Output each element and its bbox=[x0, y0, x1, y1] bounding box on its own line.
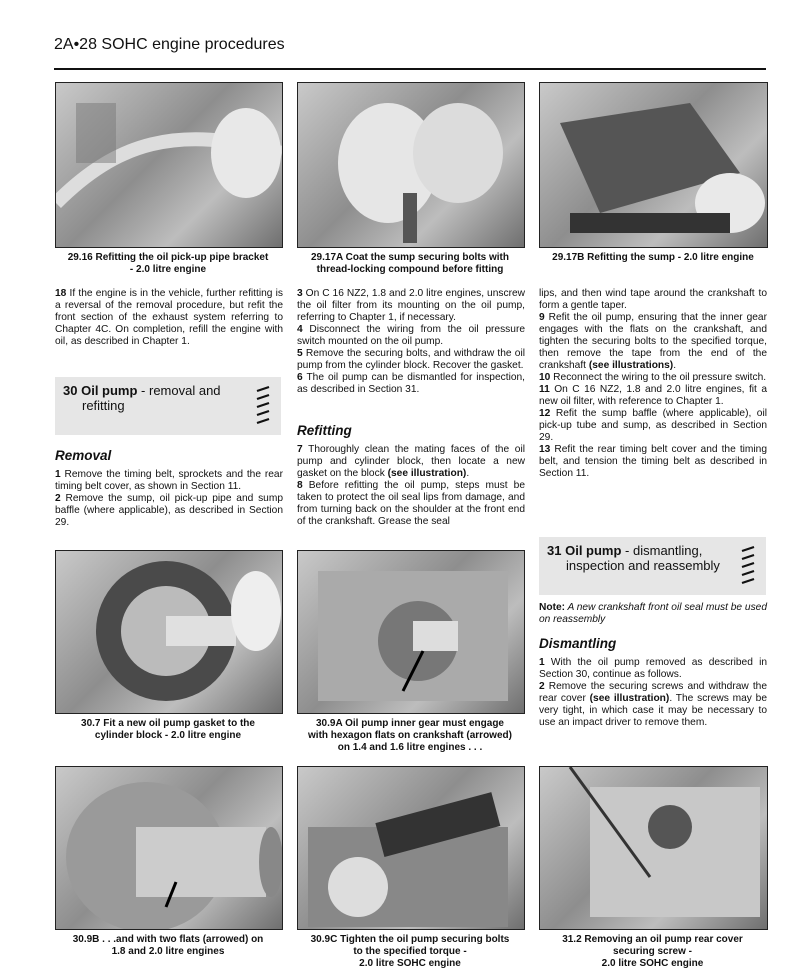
caption-31-2: 31.2 Removing an oil pump rear cover securing screw - 2.0 litre SOHC engine bbox=[562, 934, 743, 969]
section-31-heading: 31 Oil pump - dismantling, inspection and reassembly bbox=[539, 537, 766, 595]
photo-30-9b bbox=[55, 766, 283, 930]
photo-29-16 bbox=[55, 82, 283, 248]
photo-30-9a bbox=[297, 550, 525, 714]
wrench-rating-icon bbox=[253, 385, 273, 427]
note: Note: A new crankshaft front oil seal must be used on reassembly bbox=[539, 602, 767, 625]
col2-refitting-text: 7 Thoroughly clean the mating faces of the oil pump and cylinder block, then locate a new gasket on the block (see illustration). 8 Before refitting the oil pump, steps must be taken to protect the oil seal lips from damage, and from turning back on the shoulder at the front end of the crankshaft. Grease the seal bbox=[297, 444, 525, 527]
photo-30-9c bbox=[297, 766, 525, 930]
photo-29-17a bbox=[297, 82, 525, 248]
caption-29-17b: 29.17B Refitting the sump - 2.0 litre engine bbox=[552, 252, 754, 263]
col2-text: 3 On C 16 NZ2, 1.8 and 2.0 litre engines, unscrew the oil filter from its mounting on the oil pump, referring to Chapter 1, if necessary. 4 Disconnect the wiring from the oil pressure switch mounted on the oil pump. 5 Remove the securing bolts, and withdraw the oil pump from the cylinder block. Recover the gasket. 6 The oil pump can be dismantled for inspection, as described in Section 31. bbox=[297, 288, 525, 395]
page-header: 2A•28 SOHC engine procedures bbox=[54, 36, 285, 53]
caption-30-9b: 30.9B . . .and with two flats (arrowed) on 1.8 and 2.0 litre engines bbox=[72, 934, 264, 957]
refitting-heading: Refitting bbox=[297, 423, 352, 438]
caption-29-16: 29.16 Refitting the oil pick-up pipe bracket - 2.0 litre engine bbox=[67, 252, 269, 275]
col3-dismantling-text: 1 With the oil pump removed as described in Section 30, continue as follows. 2 Remove the securing screws and withdraw the rear cover (see illustration). The screws may be very tight, in which case it may be necessary to use an impact driver to remove them. bbox=[539, 657, 768, 728]
caption-30-7: 30.7 Fit a new oil pump gasket to the cylinder block - 2.0 litre engine bbox=[81, 718, 255, 741]
col1-removal-text: 1 Remove the timing belt, sprockets and the rear timing belt cover, as shown in Section 11. 2 Remove the sump, oil pick-up pipe and sump baffle (where applicable), as described in Section 29. bbox=[55, 469, 283, 528]
wrench-rating-icon bbox=[738, 545, 758, 587]
header-rule bbox=[54, 68, 766, 70]
photo-31-2 bbox=[539, 766, 768, 930]
photo-29-17b bbox=[539, 82, 768, 248]
caption-29-17a: 29.17A Coat the sump securing bolts with thread-locking compound before fitting bbox=[311, 252, 509, 275]
dismantling-heading: Dismantling bbox=[539, 636, 617, 651]
section-30-heading: 30 Oil pump - removal and refitting bbox=[55, 377, 281, 435]
col3-text: lips, and then wind tape around the crankshaft to form a gentle taper. 9 Refit the oil pump, ensuring that the inner gear engages with the flats on the crankshaft, and tighten the securing bolts to the specified torque, then remove the tape from the end of the crankshaft (see illustrations). 10 Reconnect the wiring to the oil pressure switch. 11 On C 16 NZ2, 1.8 and 2.0 litre engines, fit a new oil filter, with reference to Chapter 1. 12 Refit the sump baffle (where applicable), oil pick-up tube and sump, as described in Section 29. 13 Refit the rear timing belt cover and the timing belt, and tension the timing belt as described in Section 11. bbox=[539, 288, 767, 479]
caption-30-9a: 30.9A Oil pump inner gear must engage with hexagon flats on crankshaft (arrowed) on 1.4 and 1.6 litre engines . . . bbox=[308, 718, 512, 753]
caption-30-9c: 30.9C Tighten the oil pump securing bolts to the specified torque - 2.0 litre SOHC engine bbox=[310, 934, 510, 969]
removal-heading: Removal bbox=[55, 448, 112, 463]
col1-para18: 18 If the engine is in the vehicle, further refitting is a reversal of the removal procedure, but refit the front section of the exhaust system referring to Chapter 4C. On completion, refill the engine with oil, as described in Chapter 1. bbox=[55, 288, 283, 347]
photo-30-7 bbox=[55, 550, 283, 714]
